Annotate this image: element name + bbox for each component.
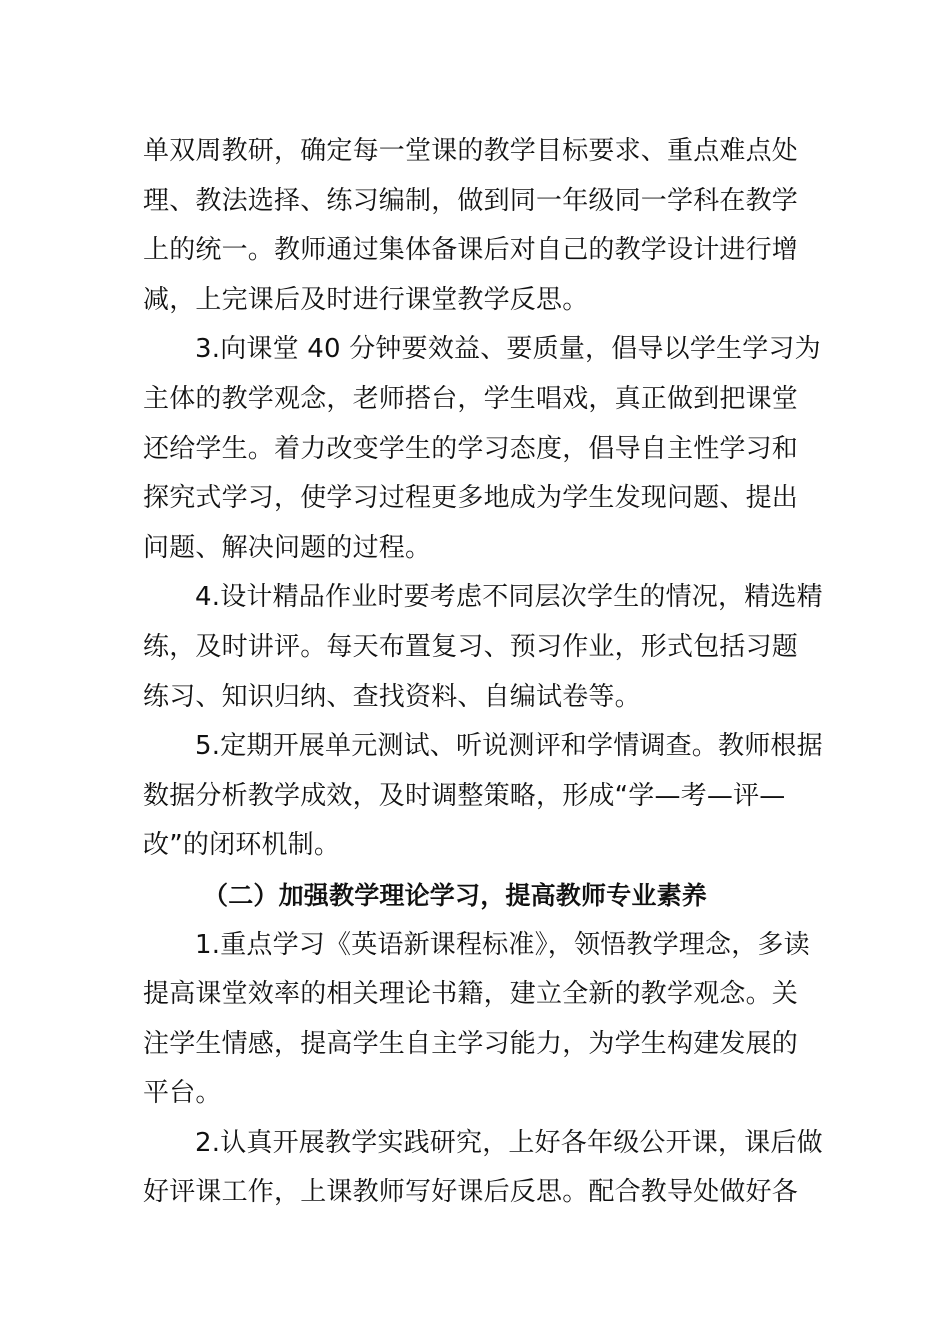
paragraph-start-line: 5.定期开展单元测试、听说测评和学情调查。教师根据 bbox=[195, 731, 823, 762]
text-line: 提高课堂效率的相关理论书籍，建立全新的教学观念。关 bbox=[143, 979, 799, 1010]
paragraph-start-line: 2.认真开展教学实践研究，上好各年级公开课，课后做 bbox=[195, 1127, 823, 1158]
text-line: 还给学生。着力改变学生的学习态度，倡导自主性学习和 bbox=[143, 433, 799, 464]
paragraph-start-line: 3.向课堂 40 分钟要效益、要质量，倡导以学生学习为 bbox=[195, 334, 821, 365]
text-line: 练，及时讲评。每天布置复习、预习作业，形式包括习题 bbox=[143, 631, 799, 662]
text-line: 注学生情感，提高学生自主学习能力，为学生构建发展的 bbox=[143, 1028, 799, 1059]
text-line: 理、教法选择、练习编制，做到同一年级同一学科在教学 bbox=[143, 185, 799, 216]
text-line: 单双周教研，确定每一堂课的教学目标要求、重点难点处 bbox=[143, 136, 799, 166]
text-line: 减，上完课后及时进行课堂教学反思。 bbox=[143, 284, 589, 315]
text-line: 主体的教学观念，老师搭台，学生唱戏，真正做到把课堂 bbox=[143, 383, 799, 414]
section-heading: （二）加强教学理论学习，提高教师专业素养 bbox=[203, 880, 708, 910]
document-body bbox=[143, 127, 823, 1218]
text-line: 上的统一。教师通过集体备课后对自己的教学设计进行增 bbox=[143, 235, 799, 266]
text-line: 探究式学习，使学习过程更多地成为学生发现问题、提出 bbox=[143, 483, 799, 514]
text-line: 问题、解决问题的过程。 bbox=[143, 532, 432, 563]
text-line: 好评课工作，上课教师写好课后反思。配合教导处做好各 bbox=[143, 1177, 799, 1208]
text-line: 数据分析教学成效，及时调整策略，形成“学—考—评— bbox=[143, 780, 786, 811]
text-line: 平台。 bbox=[143, 1078, 222, 1109]
paragraph-start-line: 1.重点学习《英语新课程标准》，领悟教学理念，多读 bbox=[195, 929, 810, 960]
paragraph-start-line: 4.设计精品作业时要考虑不同层次学生的情况，精选精 bbox=[195, 582, 823, 613]
text-line: 改”的闭环机制。 bbox=[143, 830, 341, 861]
text-line: 练习、知识归纳、查找资料、自编试卷等。 bbox=[143, 681, 641, 712]
